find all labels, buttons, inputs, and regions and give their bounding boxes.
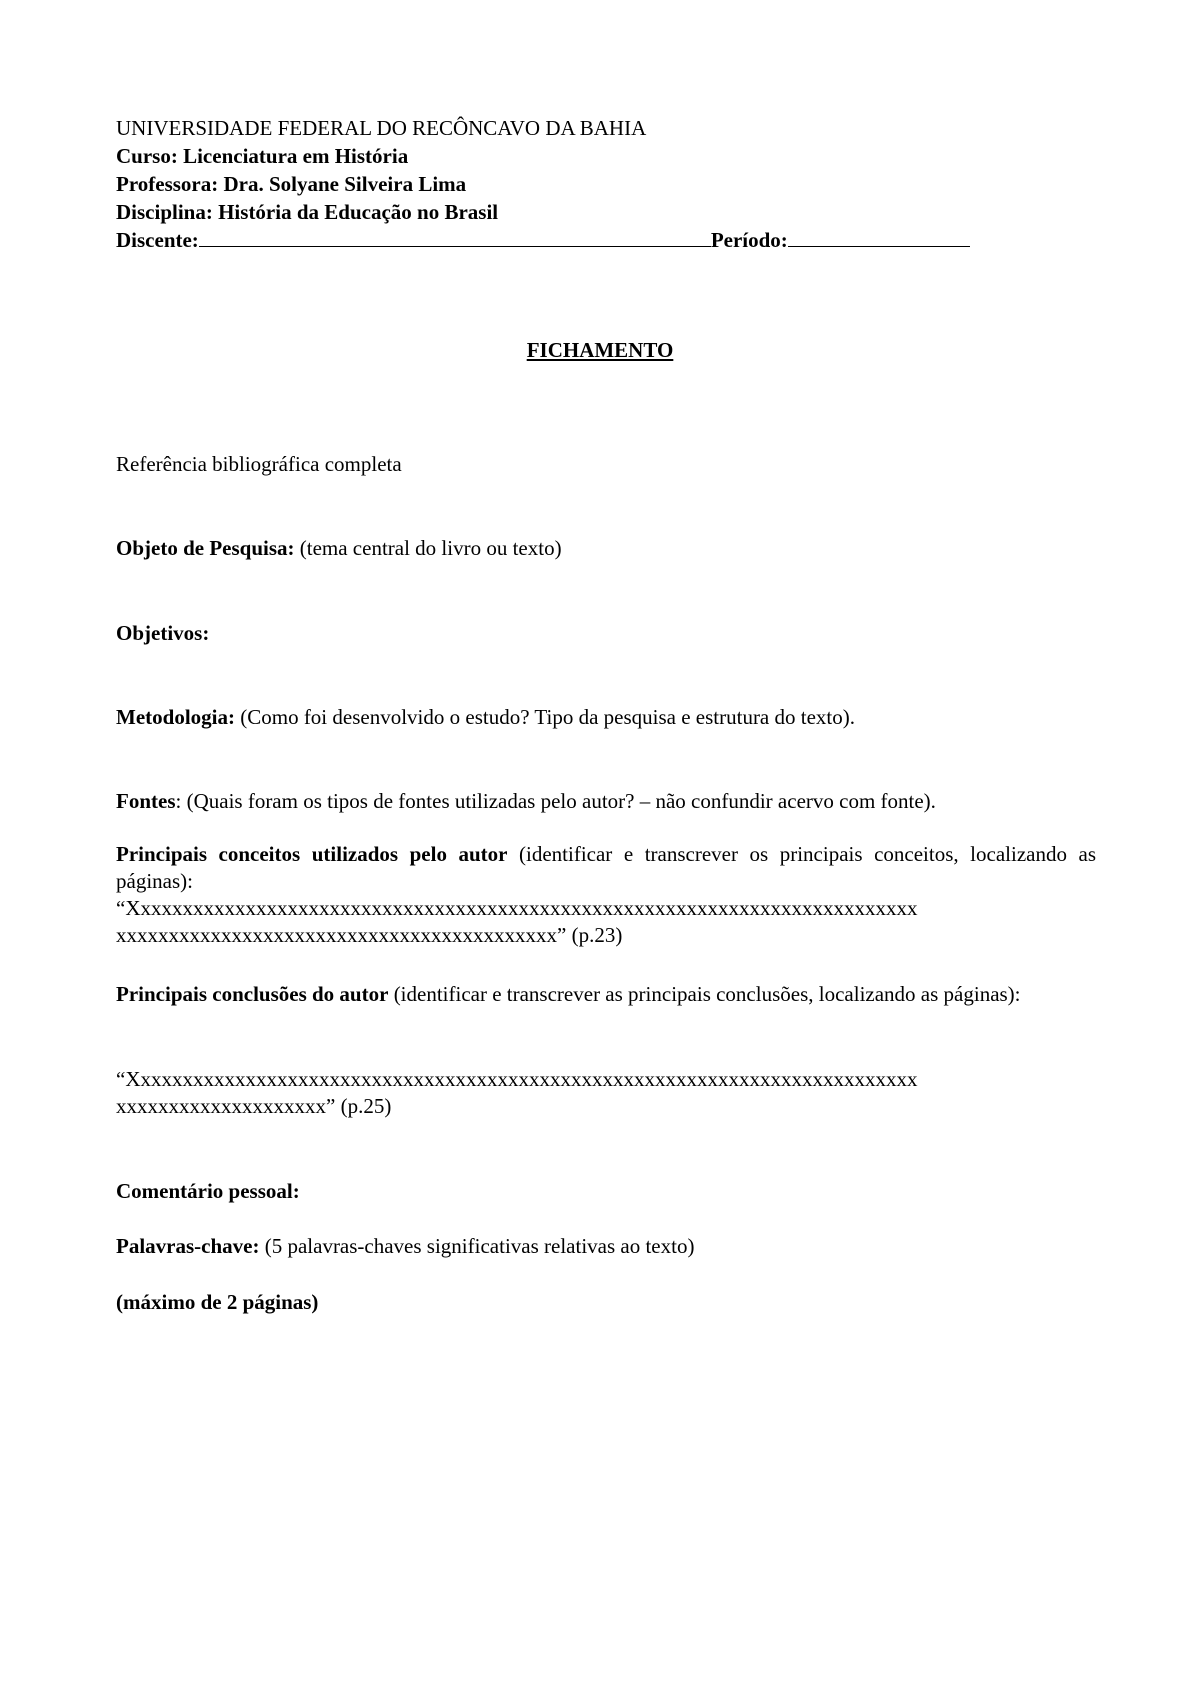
conclusions-section xyxy=(116,981,1096,1008)
conclusions-quote-line-1: “Xxxxxxxxxxxxxxxxxxxxxxxxxxxxxxxxxxxxxxxxxxxxxxxxxxxxxxxxxxxxxxxxxxxxxxxxxxx xyxy=(116,1067,918,1091)
discipline-line: Disciplina: História da Educação no Brasil xyxy=(116,200,499,224)
keywords-text: (5 palavras-chaves significativas relativas ao texto) xyxy=(259,1234,695,1258)
period-blank-line xyxy=(788,228,970,247)
conclusions-text: (identificar e transcrever as principais conclusões, localizando as páginas): xyxy=(388,982,1021,1006)
keywords-section xyxy=(116,1234,1096,1259)
concepts-section xyxy=(116,841,1096,895)
document-title: FICHAMENTO xyxy=(526,338,674,362)
document-header xyxy=(116,114,1096,254)
sources-text: : (Quais foram os tipos de fontes utilizadas pelo autor? – não confundir acervo com fonte). xyxy=(175,789,936,813)
conclusions-label: Principais conclusões do autor xyxy=(116,982,389,1006)
object-section xyxy=(116,536,1096,561)
student-period-line xyxy=(116,226,1096,254)
keywords-label: Palavras-chave: xyxy=(116,1234,260,1258)
concepts-quote-line-2: xxxxxxxxxxxxxxxxxxxxxxxxxxxxxxxxxxxxxxxxxx” (p.23) xyxy=(116,923,623,947)
concepts-text: (identificar e transcrever os principais conceitos, localizando as páginas): xyxy=(116,842,1096,893)
student-blank-line xyxy=(199,228,711,247)
sources-label: Fontes xyxy=(116,789,176,813)
methodology-text: (Como foi desenvolvido o estudo? Tipo da pesquisa e estrutura do texto). xyxy=(234,705,855,729)
concepts-label: Principais conceitos utilizados pelo autor xyxy=(116,842,508,866)
period-label: Período: xyxy=(710,228,788,252)
student-label: Discente: xyxy=(116,228,199,252)
conclusions-quote-line-2: xxxxxxxxxxxxxxxxxxxx” (p.25) xyxy=(116,1094,392,1118)
methodology-section xyxy=(116,705,1096,730)
comment-label: Comentário pessoal: xyxy=(116,1179,300,1203)
object-label: Objeto de Pesquisa: xyxy=(116,536,295,560)
reference-line: Referência bibliográfica completa xyxy=(116,452,402,476)
professor-line: Professora: Dra. Solyane Silveira Lima xyxy=(116,172,467,196)
methodology-label: Metodologia: xyxy=(116,705,235,729)
sources-section xyxy=(116,789,1096,814)
objectives-label: Objetivos: xyxy=(116,621,210,645)
university-name: UNIVERSIDADE FEDERAL DO RECÔNCAVO DA BAHIA xyxy=(116,116,647,140)
object-text: (tema central do livro ou texto) xyxy=(294,536,562,560)
course-line: Curso: Licenciatura em História xyxy=(116,144,409,168)
concepts-quote-line-1: “Xxxxxxxxxxxxxxxxxxxxxxxxxxxxxxxxxxxxxxxxxxxxxxxxxxxxxxxxxxxxxxxxxxxxxxxxxxx xyxy=(116,896,918,920)
max-pages-note: (máximo de 2 páginas) xyxy=(116,1290,319,1314)
